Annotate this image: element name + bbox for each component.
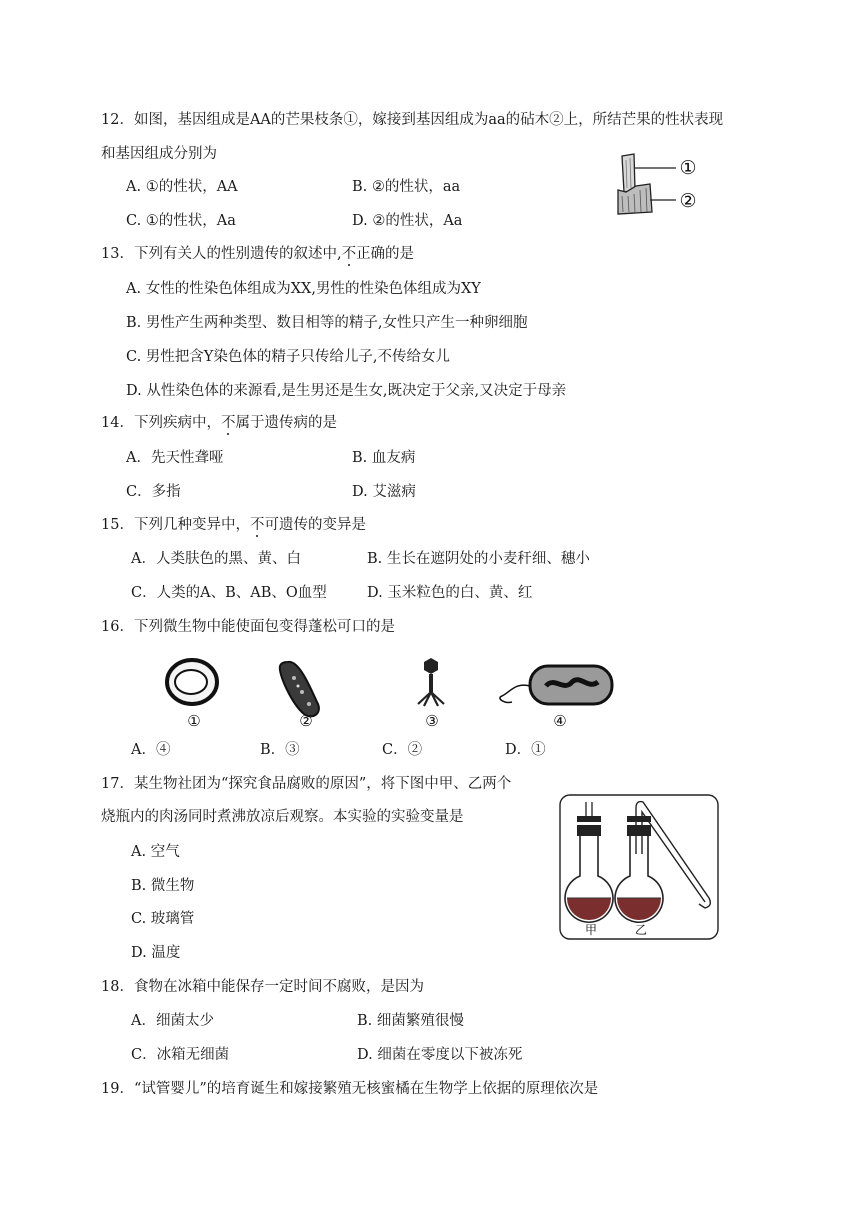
q13-option-d: D. 从性染色体的来源看,是生男还是生女,既决定于父亲,又决定于母亲 [126, 383, 567, 399]
flask-label-jia: 甲 [584, 923, 598, 937]
q12-option-b: B. ②的性状，aa [352, 179, 461, 195]
q12-option-a: A. ①的性状，AA [126, 179, 238, 195]
microbe-label-2: ② [299, 712, 313, 730]
q13-option-b: B. 男性产生两种类型、数目相等的精子,女性只产生一种卵细胞 [126, 315, 528, 331]
q13-option-a: A. 女性的性染色体组成为XX,男性的性染色体组成为XY [126, 281, 481, 297]
q15-option-d: D. 玉米粒色的白、黄、红 [367, 585, 533, 601]
q12-stem-line2: 和基因组成分别为 [101, 146, 217, 162]
yeast-illustration [167, 660, 217, 704]
q15-option-b: B. 生长在遮阴处的小麦秆细、穗小 [367, 551, 590, 567]
q16-option-a: A．④ [131, 742, 171, 758]
q14-option-a: A．先天性聋哑 [126, 450, 224, 466]
q15-option-a: A．人类肤色的黑、黄、白 [131, 551, 301, 567]
q13-emphasis: 不 [341, 246, 357, 262]
fungus-illustration [280, 662, 319, 716]
q17-stem-line1: 17．某生物社团为“探究食品腐败的原因”，将下图中甲、乙两个 [101, 776, 512, 792]
q18-stem: 18．食物在冰箱中能保存一定时间不腐败，是因为 [101, 979, 424, 995]
q18-option-d: D. 细菌在零度以下被冻死 [357, 1047, 523, 1063]
q17-option-b: B. 微生物 [131, 878, 195, 894]
q14-option-c: C．多指 [126, 484, 181, 500]
q15-option-c: C．人类的A、B、AB、O血型 [131, 585, 327, 601]
flask-label-yi: 乙 [634, 923, 648, 937]
q14-option-b: B. 血友病 [352, 450, 416, 466]
q14-stem-post: 属于遗传病的是 [235, 415, 337, 431]
q18-option-a: A．细菌太少 [131, 1013, 214, 1029]
fig-label-2: ② [679, 190, 697, 212]
q12-option-c: C. ①的性状，Aa [126, 213, 236, 229]
q15-emphasis: 不 [249, 517, 265, 533]
q15-stem-post: 可遗传的变异是 [264, 517, 366, 533]
q17-option-a: A. 空气 [131, 844, 180, 860]
q17-option-c: C. 玻璃管 [131, 911, 195, 927]
q14-emphasis: 不 [220, 415, 236, 431]
fig-label-1: ① [679, 157, 697, 179]
q13-option-c: C. 男性把含Y染色体的精子只传给儿子,不传给女儿 [126, 349, 450, 365]
microbe-label-1: ① [187, 712, 201, 730]
q17-stem-line2: 烧瓶内的肉汤同时煮沸放凉后观察。本实验的实验变量是 [101, 809, 464, 825]
q14-option-d: D. 艾滋病 [352, 484, 416, 500]
q16-option-b: B．③ [260, 742, 300, 758]
microbes-figure [160, 652, 620, 732]
q17-option-d: D. 温度 [131, 945, 181, 961]
q18-option-b: B. 细菌繁殖很慢 [357, 1013, 464, 1029]
q15-stem [101, 515, 366, 535]
q14-stem [101, 413, 337, 433]
q16-option-d: D．① [505, 742, 546, 758]
virus-illustration [418, 658, 444, 706]
q12-option-d: D. ②的性状，Aa [352, 213, 463, 229]
q16-option-c: C．② [382, 742, 423, 758]
grafting-figure [612, 150, 704, 218]
q15-stem-pre: 15．下列几种变异中， [101, 517, 250, 533]
q13-stem-post: 正确的是 [356, 246, 415, 262]
q18-option-c: C．冰箱无细菌 [131, 1047, 230, 1063]
q12-stem-line1: 12．如图，基因组成是AA的芒果枝条①，嫁接到基因组成为aa的砧木②上，所结芒果的性状表现 [101, 112, 724, 128]
microbe-label-3: ③ [425, 712, 439, 730]
microbe-label-4: ④ [553, 712, 567, 730]
q14-stem-pre: 14．下列疾病中， [101, 415, 221, 431]
bacterium-illustration [500, 666, 612, 704]
q19-stem: 19．“试管婴儿”的培育诞生和嫁接繁殖无核蜜橘在生物学上依据的原理依次是 [101, 1081, 599, 1097]
q13-stem-pre: 13．下列有关人的性别遗传的叙述中, [101, 246, 342, 262]
q16-stem: 16．下列微生物中能使面包变得蓬松可口的是 [101, 619, 395, 635]
q13-stem [101, 244, 414, 264]
flask-experiment-figure [559, 794, 721, 942]
